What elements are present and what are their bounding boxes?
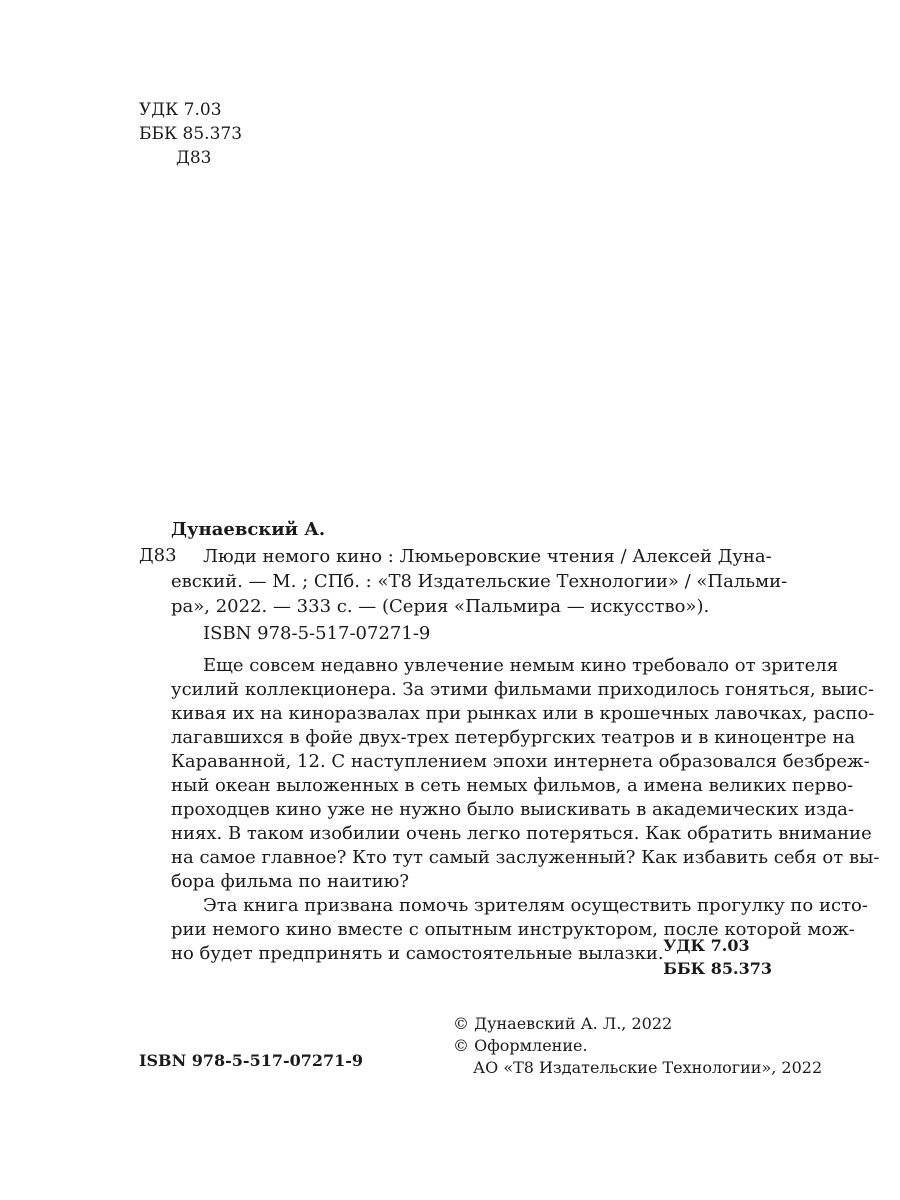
annotation-line: лагавшихся в фойе двух-трех петербургских театров и в киноцентре на	[171, 727, 856, 748]
annotation-line: Еще совсем недавно увлечение немым кино требовало от зрителя	[203, 655, 839, 676]
annotation-line: но будет предпринять и самостоятельные вылазки.	[171, 943, 664, 964]
udk-code: УДК 7.03	[139, 100, 222, 120]
classification-block	[139, 98, 242, 170]
annotation-line: кивая их на киноразвалах при рынках или в крошечных лавочках, распо-	[171, 703, 875, 724]
annotation-line: ниях. В таком изобилии очень легко потеряться. Как обратить внимание	[171, 823, 872, 844]
annotation-line: рии немого кино вместе с опытным инструктором, после которой мож-	[171, 919, 855, 940]
bibliographic-description	[171, 544, 788, 619]
entry-author-sign: Д83	[139, 545, 177, 566]
annotation-line: усилий коллекционера. За этими фильмами приходилось гоняться, выис-	[171, 679, 874, 700]
isbn: ISBN 978-5-517-07271-9	[203, 623, 431, 644]
isbn-bottom: ISBN 978-5-517-07271-9	[139, 1051, 364, 1070]
author-sign: Д83	[176, 148, 212, 168]
biblio-line: евский. — М. ; СПб. : «Т8 Издательские Технологии» / «Пальми-	[171, 571, 788, 592]
annotation-line: ный океан выложенных в сеть немых фильмов, а имена великих перво-	[171, 775, 854, 796]
annotation	[171, 654, 880, 966]
author-name: Дунаевский А.	[171, 519, 326, 540]
annotation-line: Караванной, 12. С наступлением эпохи интернета образовался безбреж-	[171, 751, 870, 772]
biblio-line: ра», 2022. — 333 с. — (Серия «Пальмира — искусство»).	[171, 596, 710, 617]
annotation-line: проходцев кино уже не нужно было выискивать в академических изда-	[171, 799, 854, 820]
copyright-publisher: АО «Т8 Издательские Технологии», 2022	[473, 1058, 823, 1077]
bbk-code: ББК 85.373	[139, 124, 243, 144]
bbk-code-right: ББК 85.373	[663, 959, 772, 978]
copyright-author: © Дунаевский А. Л., 2022	[453, 1014, 673, 1033]
classification-codes-right	[663, 934, 772, 980]
copyright-block	[453, 1013, 822, 1079]
annotation-line: на самое главное? Кто тут самый заслуженный? Как избавить себя от вы-	[171, 847, 880, 868]
annotation-line: Эта книга призвана помочь зрителям осуществить прогулку по исто-	[203, 895, 868, 916]
biblio-line: Люди немого кино : Люмьеровские чтения / Алексей Дуна-	[203, 546, 772, 567]
udk-code-right: УДК 7.03	[663, 936, 750, 955]
annotation-line: бора фильма по наитию?	[171, 871, 409, 892]
copyright-design: © Оформление.	[453, 1036, 588, 1055]
